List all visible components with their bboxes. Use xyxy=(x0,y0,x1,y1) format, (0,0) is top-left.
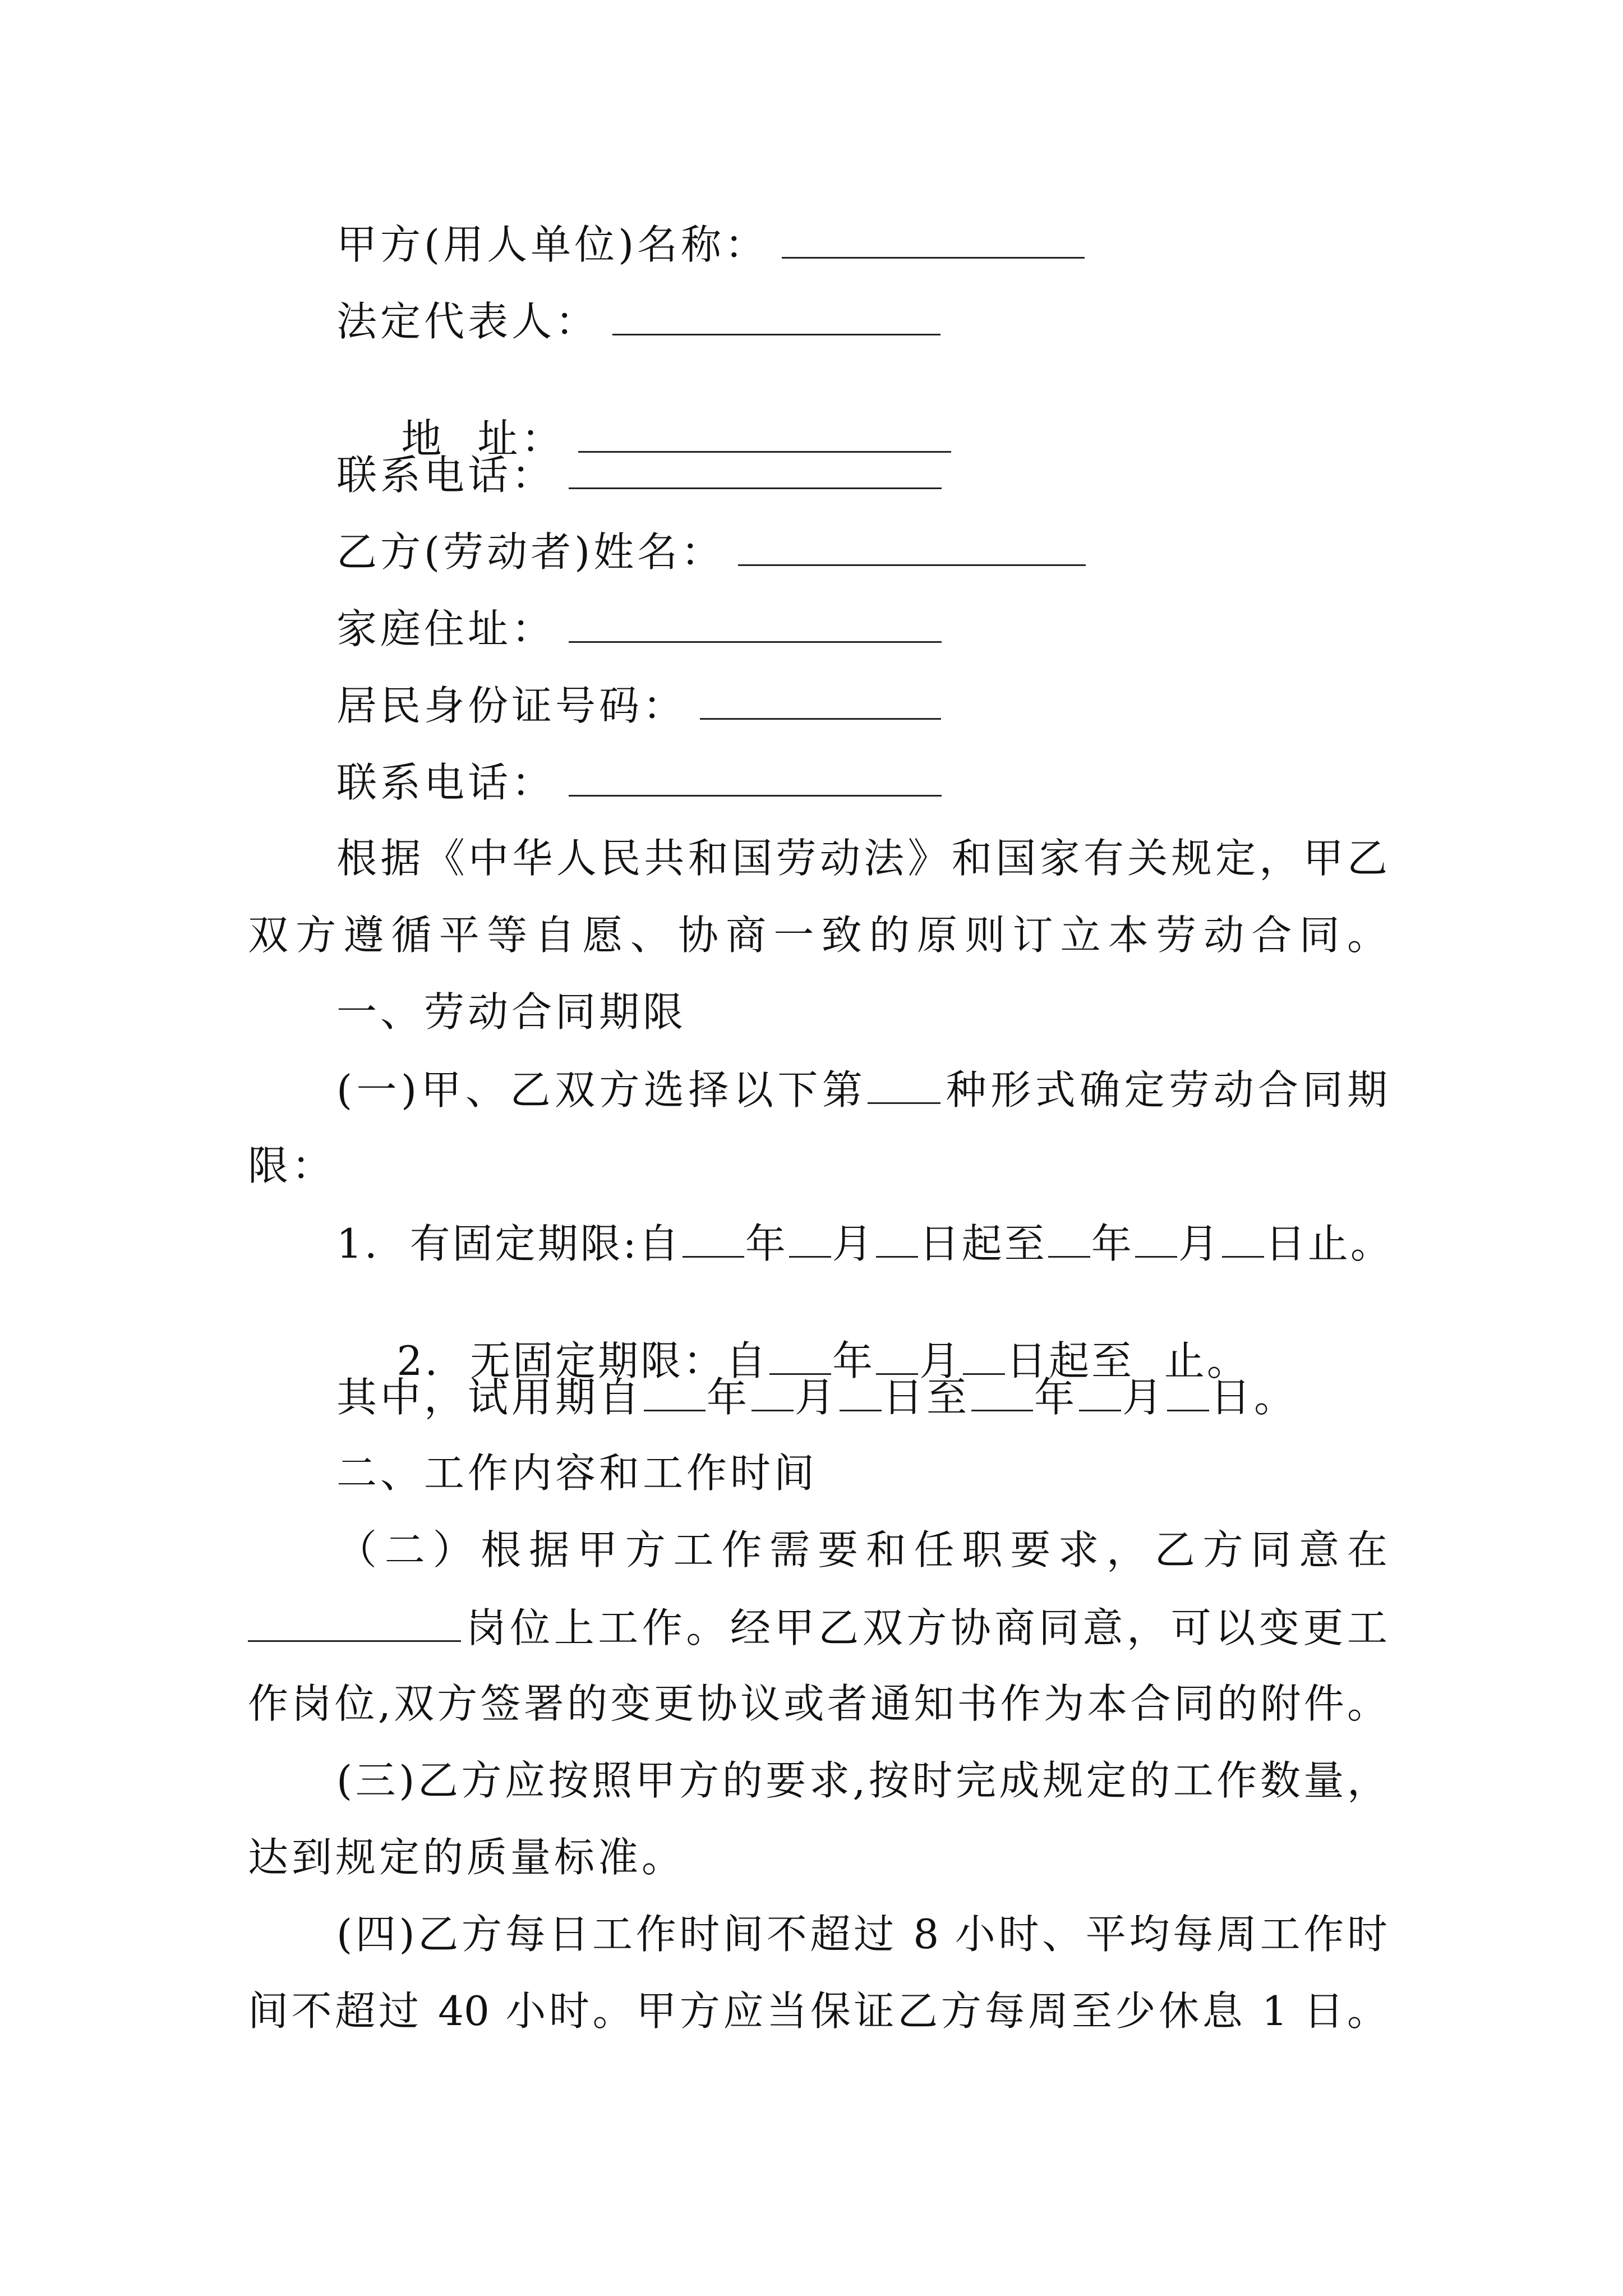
party-b-id-label: 居民身份证号码： xyxy=(336,682,687,729)
party-a-name-label: 甲方(用人单位)名称： xyxy=(336,221,769,268)
section-1-heading: 一、劳动合同期限 xyxy=(336,988,687,1036)
party-b-name-blank[interactable] xyxy=(738,531,1086,566)
party-b-name-row xyxy=(336,528,1087,576)
party-b-id-row xyxy=(336,682,942,729)
probation-row xyxy=(336,1374,1298,1421)
fixed-term-number: 1. xyxy=(336,1220,380,1267)
clause-2-line-1: （二）根据甲方工作需要和任职要求，乙方同意在 xyxy=(336,1526,1387,1573)
probation-end: 日。 xyxy=(1210,1374,1298,1421)
party-a-address-label: 地 址： xyxy=(401,415,565,462)
fixed-year-2: 年 xyxy=(1091,1220,1134,1267)
party-a-phone-blank[interactable] xyxy=(569,454,942,489)
party-a-rep-blank[interactable] xyxy=(612,300,940,335)
open-start-day-blank[interactable] xyxy=(963,1340,1005,1375)
probation-month-1: 月 xyxy=(795,1374,839,1421)
party-b-home-blank[interactable] xyxy=(569,608,942,643)
party-a-name-blank[interactable] xyxy=(782,223,1085,259)
fixed-start-day-blank[interactable] xyxy=(876,1222,918,1258)
clause-1-after: 种形式确定劳动合同期 xyxy=(942,1066,1387,1114)
open-year: 年 xyxy=(832,1337,875,1384)
open-start-year-blank[interactable] xyxy=(769,1340,831,1375)
party-b-phone-blank[interactable] xyxy=(569,761,942,797)
probation-end-year-blank[interactable] xyxy=(971,1376,1033,1411)
party-b-home-label: 家庭住址： xyxy=(336,605,556,652)
open-end-text: 日起至 止。 xyxy=(1006,1337,1249,1384)
fixed-term-from: 自 xyxy=(638,1220,681,1267)
party-a-rep-label: 法定代表人： xyxy=(336,298,600,345)
clause-2-line-2 xyxy=(248,1604,1387,1651)
open-month: 月 xyxy=(919,1337,962,1384)
open-term-from: 自 xyxy=(726,1337,769,1384)
open-start-month-blank[interactable] xyxy=(876,1340,918,1375)
fixed-start-text: 日起至 xyxy=(919,1220,1047,1267)
position-blank[interactable] xyxy=(248,1607,461,1642)
open-term-number: 2. xyxy=(396,1337,440,1384)
probation-start-month-blank[interactable] xyxy=(751,1376,794,1411)
party-b-phone-row xyxy=(336,759,943,806)
section-2-heading: 二、工作内容和工作时间 xyxy=(336,1450,818,1497)
probation-month-2: 月 xyxy=(1122,1374,1166,1421)
fixed-end-day-blank[interactable] xyxy=(1222,1222,1264,1258)
fixed-month-1: 月 xyxy=(832,1220,875,1267)
preamble-line-2: 双方遵循平等自愿、协商一致的原则订立本劳动合同。 xyxy=(248,912,1387,959)
fixed-end-year-blank[interactable] xyxy=(1048,1222,1090,1258)
probation-start-day-blank[interactable] xyxy=(840,1376,882,1411)
probation-before: 其中，试用期自 xyxy=(336,1374,643,1421)
party-b-id-blank[interactable] xyxy=(700,684,941,720)
clause-1-before: (一)甲、乙双方选择以下第 xyxy=(336,1066,867,1114)
fixed-end-month-blank[interactable] xyxy=(1135,1222,1177,1258)
clause-4-line-2: 间不超过 40 小时。甲方应当保证乙方每周至少休息 1 日。 xyxy=(248,1987,1387,2035)
party-a-name-row xyxy=(336,221,1086,268)
party-b-home-row xyxy=(336,605,943,652)
probation-year-2: 年 xyxy=(1034,1374,1078,1421)
probation-year-1: 年 xyxy=(707,1374,751,1421)
clause-1-line-1 xyxy=(336,1066,1387,1114)
fixed-start-year-blank[interactable] xyxy=(683,1222,744,1258)
fixed-term-row xyxy=(336,1220,1393,1267)
clause-1-line-2: 限： xyxy=(248,1142,336,1189)
probation-start-year-blank[interactable] xyxy=(644,1376,706,1411)
clause-3-line-1: (三)乙方应按照甲方的要求,按时完成规定的工作数量， xyxy=(336,1757,1387,1804)
party-a-phone-row xyxy=(336,452,943,499)
term-type-blank[interactable] xyxy=(868,1069,940,1104)
clause-2-line-3: 作岗位,双方签署的变更协议或者通知书作为本合同的附件。 xyxy=(248,1680,1387,1727)
party-a-rep-row xyxy=(336,298,942,345)
probation-mid: 日至 xyxy=(883,1374,971,1421)
party-b-phone-label: 联系电话： xyxy=(336,759,556,806)
fixed-month-2: 月 xyxy=(1178,1220,1221,1267)
open-term-label: 无固定期限： xyxy=(470,1337,726,1384)
fixed-term-label: 有固定期限: xyxy=(409,1220,639,1267)
probation-end-day-blank[interactable] xyxy=(1167,1376,1209,1411)
fixed-year-1: 年 xyxy=(745,1220,788,1267)
probation-end-month-blank[interactable] xyxy=(1079,1376,1121,1411)
fixed-end-text: 日止。 xyxy=(1265,1220,1393,1267)
party-b-name-label: 乙方(劳动者)姓名： xyxy=(336,528,725,576)
clause-2-line-2-text: 岗位上工作。经甲乙双方协商同意，可以变更工 xyxy=(462,1604,1387,1651)
party-a-phone-label: 联系电话： xyxy=(336,452,556,499)
fixed-start-month-blank[interactable] xyxy=(789,1222,831,1258)
party-a-address-blank[interactable] xyxy=(578,417,951,453)
clause-3-line-2: 达到规定的质量标准。 xyxy=(248,1834,686,1881)
preamble-line-1: 根据《中华人民共和国劳动法》和国家有关规定，甲乙 xyxy=(336,835,1387,882)
clause-4-line-1: (四)乙方每日工作时间不超过 8 小时、平均每周工作时 xyxy=(336,1911,1387,1958)
